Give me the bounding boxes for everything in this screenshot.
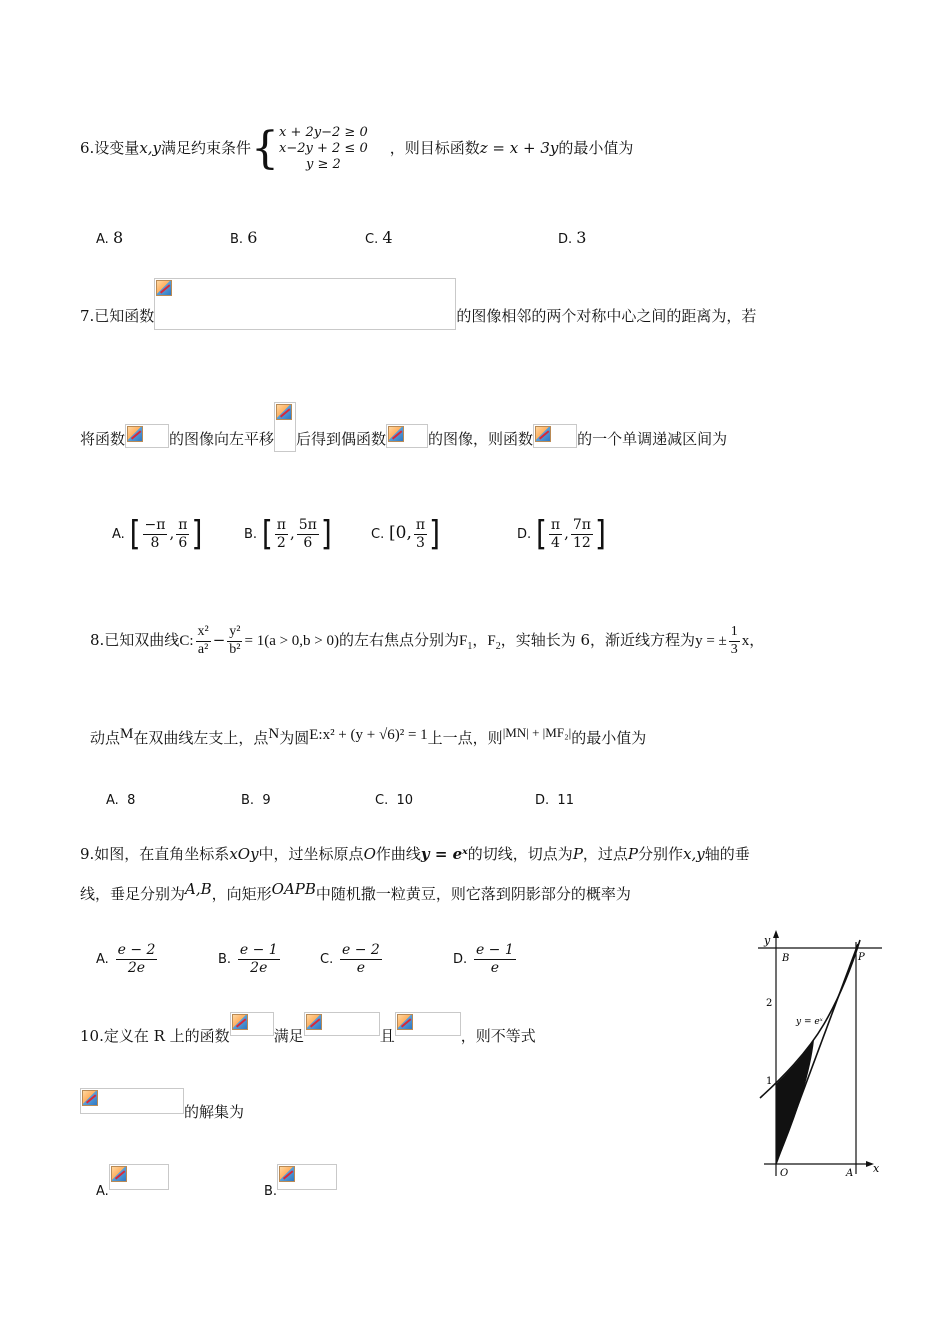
denominator: e — [490, 959, 499, 976]
broken-image-icon — [127, 426, 143, 442]
denominator: 8 — [150, 534, 160, 551]
broken-image-icon — [279, 1166, 295, 1182]
fraction — [549, 517, 562, 550]
broken-image-icon — [397, 1014, 413, 1030]
q9-line1-c: 作曲线 — [375, 845, 421, 863]
denominator: b² — [229, 641, 241, 657]
q8-line2-e: 的最小值为 — [571, 729, 647, 747]
q6-mid: 满足约束条件 — [161, 139, 252, 157]
fig-label-p: P — [858, 952, 865, 963]
q8-line2-c: 为圆 — [279, 729, 310, 747]
q9-figure — [752, 928, 900, 1180]
option-label: D. — [558, 232, 573, 247]
shaded-region — [776, 1040, 814, 1164]
broken-image-icon — [276, 404, 292, 420]
q8-option-b[interactable] — [241, 793, 271, 808]
option-value: 3 — [576, 228, 587, 247]
q8-eq-rest: = 1(a > 0,b > 0) — [244, 633, 340, 649]
q9-line2-b: ，向矩形 — [211, 885, 272, 903]
q10-line2: 的解集为 — [184, 1103, 245, 1121]
q6-constraint-2: x−2y + 2 ≤ 0 — [279, 141, 368, 156]
q6-option-b[interactable] — [230, 228, 257, 247]
fraction — [176, 517, 189, 550]
fig-curve-label: y = eˣ — [796, 1017, 823, 1027]
bracket: ] — [594, 513, 606, 554]
broken-image-icon — [232, 1014, 248, 1030]
denominator: e — [356, 959, 366, 976]
option-label: A. — [96, 952, 109, 967]
fraction — [227, 624, 242, 657]
fig-label-one: 1 — [766, 1076, 773, 1087]
q8-line2-b: 在双曲线左支上，点 — [133, 729, 269, 747]
q9-line1-f: 分别作 — [638, 845, 684, 863]
q8-mid1: 的左右焦点分别为 — [339, 631, 460, 649]
q8-option-a[interactable] — [106, 793, 135, 808]
q9-option-b[interactable] — [218, 935, 282, 981]
option-value: 9 — [262, 793, 271, 808]
numerator: e − 1 — [239, 942, 278, 959]
question-8-line-2 — [90, 718, 646, 758]
numerator: x² — [196, 624, 211, 641]
broken-image-icon — [535, 426, 551, 442]
q7-line1-suffix: 的图像相邻的两个对称中心之间的距离为，若 — [456, 307, 757, 325]
fraction — [414, 517, 427, 550]
option-label: A. — [96, 232, 109, 247]
bracket: [ — [261, 513, 273, 554]
circle-equation: E:x² + (y + √6)² = 1 — [309, 727, 428, 743]
asymptote-prefix: y = ± — [695, 633, 727, 649]
q8-line2-a: 动点 — [90, 729, 121, 747]
option-label: D. — [517, 527, 532, 542]
q9-line2-a: 线，垂足分别为 — [80, 885, 186, 903]
f1-letter: F — [459, 633, 468, 649]
q6-option-c[interactable] — [365, 228, 393, 247]
q9-option-c[interactable] — [320, 935, 384, 981]
option-value: 11 — [557, 793, 574, 808]
q8-f1 — [459, 633, 473, 652]
q7-line2-a: 将函数 — [80, 430, 126, 448]
bracket-zero: [0, — [389, 523, 412, 543]
q7-function-image — [154, 278, 456, 330]
broken-image-icon — [306, 1014, 322, 1030]
option-value: 4 — [382, 228, 393, 247]
q9-line2-c: 中随机撒一粒黄豆，则它落到阴影部分的概率为 — [315, 885, 631, 903]
bracket: [ — [535, 513, 547, 554]
q7-option-b[interactable]: B. [ $\frac{\pi}{2}$ , $\frac{5\pi}{6}$ ] — [244, 508, 332, 558]
q6-vars: x,y — [139, 139, 162, 157]
option-label: C. — [320, 952, 334, 967]
option-label: B. — [218, 952, 232, 967]
q9-point-p-2: P — [627, 845, 639, 863]
q10-line1-b: 满足 — [273, 1027, 304, 1045]
q9-line1-e: ，过点 — [582, 845, 628, 863]
numerator: π — [415, 517, 426, 534]
fraction — [238, 942, 280, 975]
q9-origin: O — [363, 845, 376, 863]
q8-option-c[interactable] — [375, 793, 413, 808]
q8-prefix: 8.已知双曲线 — [90, 631, 180, 649]
option-label: A. — [112, 527, 125, 542]
comma: ， — [472, 631, 488, 649]
q6-option-a[interactable] — [96, 228, 123, 247]
q7-image-shift — [274, 402, 296, 452]
distance-expression: |MN| + |MF₂| — [502, 725, 572, 740]
option-label: D. — [453, 952, 468, 967]
numerator: e − 2 — [117, 942, 156, 959]
option-label: B. — [264, 1184, 278, 1199]
q6-objective: z = x + 3y — [479, 139, 559, 157]
q7-line1-prefix: 7.已知函数 — [80, 307, 155, 325]
numerator: y² — [227, 624, 242, 641]
option-label: C. — [365, 232, 379, 247]
q8-option-d[interactable] — [535, 793, 574, 808]
option-label: A. — [96, 1184, 109, 1199]
q8-f2 — [487, 633, 501, 652]
numerator: e − 2 — [342, 942, 380, 959]
numerator: −π — [144, 517, 166, 534]
fig-label-two: 2 — [766, 998, 773, 1009]
bracket: ] — [429, 513, 440, 554]
q10-line1-d: ，则不等式 — [460, 1027, 536, 1045]
broken-image-icon — [388, 426, 404, 442]
tangent-line — [776, 944, 858, 1164]
point-n: N — [268, 726, 280, 742]
bracket: ] — [320, 513, 332, 554]
numerator: 5π — [298, 517, 317, 534]
denominator: 6 — [178, 534, 188, 551]
q7-image-g — [386, 424, 428, 448]
option-value: 10 — [396, 793, 414, 808]
q6-mid2: ，则目标函数 — [389, 139, 480, 157]
fraction — [729, 624, 740, 657]
numerator: 1 — [729, 624, 740, 641]
question-9-line-1 — [80, 840, 750, 868]
q10-line1-c: 且 — [379, 1027, 395, 1045]
q10-option-b[interactable] — [264, 1162, 337, 1202]
question-6 — [80, 123, 634, 174]
q8-curve-name: C: — [179, 633, 194, 649]
fig-label-y: y — [764, 934, 771, 947]
q9-line1-b: 中，过坐标原点 — [258, 845, 364, 863]
q7-option-d[interactable]: D. [ $\frac{\pi}{4}$ , $\frac{7\pi}{12}$ ] — [517, 508, 606, 558]
fig-label-o: O — [780, 1168, 789, 1179]
fraction — [275, 517, 288, 550]
q9-line1-d: 的切线，切点为 — [467, 845, 573, 863]
option-value: 8 — [127, 793, 136, 808]
fraction — [474, 942, 516, 975]
denominator: 3 — [416, 534, 425, 551]
option-value: 8 — [112, 228, 124, 247]
broken-image-icon — [156, 280, 172, 296]
minus-sign: − — [212, 631, 226, 649]
f1-subscript: 1 — [467, 641, 473, 652]
bracket: ] — [191, 513, 203, 554]
q6-constraint-1: x + 2y−2 ≥ 0 — [279, 125, 368, 140]
f2-subscript: 2 — [495, 641, 501, 652]
numerator: 7π — [572, 517, 591, 534]
q10-option-a-image — [109, 1164, 169, 1190]
point-m: M — [120, 726, 134, 742]
fig-label-a: A — [846, 1168, 854, 1179]
fraction — [116, 942, 158, 975]
q7-line2-d: 的图像，则函数 — [428, 430, 534, 448]
fig-label-x: x — [873, 1162, 880, 1175]
q6-brace: { — [251, 123, 280, 174]
q8-mid2: ，实轴长为 6，渐近线方程为 — [500, 631, 696, 649]
q9-option-a[interactable] — [96, 935, 159, 981]
q9-xoy: xOy — [229, 845, 259, 863]
numerator: π — [276, 517, 286, 534]
option-label: B. — [241, 793, 255, 808]
f2-letter: F — [487, 633, 496, 649]
q7-line2-e: 的一个单调递减区间为 — [577, 430, 728, 448]
denominator: a² — [197, 641, 209, 657]
q10-option-b-image — [277, 1164, 337, 1190]
fig-label-b: B — [782, 953, 790, 964]
question-7-line-1 — [80, 278, 756, 330]
option-label: C. — [371, 527, 385, 542]
fraction — [340, 942, 382, 975]
q6-suffix: 的最小值为 — [558, 139, 634, 157]
question-8-line-1 — [90, 610, 764, 670]
q10-option-a[interactable] — [96, 1162, 169, 1202]
q6-option-d[interactable] — [558, 228, 586, 247]
y-axis-arrow — [773, 930, 779, 938]
q8-line2-d: 上一点，则 — [427, 729, 503, 747]
q10-image-condition-2 — [395, 1012, 461, 1036]
question-9-line-2 — [80, 880, 631, 908]
q9-xy: x,y — [683, 845, 705, 863]
q6-constraints — [279, 125, 368, 173]
q9-line1-g: 轴的垂 — [704, 845, 750, 863]
q9-curve: y = eˣ — [420, 845, 468, 863]
option-label: C. — [375, 793, 389, 808]
question-7-line-2 — [80, 402, 727, 452]
q7-line2-c: 后得到偶函数 — [296, 430, 387, 448]
q10-line1-a: 10.定义在 R 上的函数 — [80, 1027, 230, 1045]
q10-image-condition-1 — [304, 1012, 380, 1036]
option-label: A. — [106, 793, 119, 808]
q6-prefix: 6.设变量 — [80, 139, 140, 157]
denominator: 4 — [551, 534, 560, 551]
option-label: B. — [230, 232, 244, 247]
q10-image-f — [230, 1012, 274, 1036]
q9-line1-a: 9.如图，在直角坐标系 — [80, 845, 230, 863]
denominator: 2e — [127, 959, 146, 976]
fraction — [196, 624, 211, 657]
q7-image-f — [125, 424, 169, 448]
question-10-line-1 — [80, 1008, 536, 1052]
q7-line2-b: 的图像向左平移 — [169, 430, 275, 448]
q6-constraint-3: y ≥ 2 — [305, 157, 341, 172]
denominator: 2e — [250, 959, 268, 976]
numerator: π — [550, 517, 561, 534]
question-10-line-2 — [80, 1086, 244, 1126]
q10-image-inequality — [80, 1088, 184, 1114]
denominator: 12 — [573, 534, 591, 551]
q9-ab: A,B — [185, 880, 212, 898]
q7-option-c[interactable] — [371, 508, 440, 558]
q9-rectangle: OAPB — [271, 880, 316, 898]
fraction — [571, 517, 593, 550]
q9-option-d[interactable] — [453, 935, 518, 981]
fraction — [143, 517, 168, 550]
option-value: 6 — [247, 228, 258, 247]
fraction — [297, 517, 319, 550]
denominator: 3 — [730, 641, 738, 657]
option-label: B. — [244, 527, 258, 542]
q7-image-h — [533, 424, 577, 448]
option-label: D. — [535, 793, 550, 808]
denominator: 6 — [303, 534, 313, 551]
q7-option-a[interactable]: A. [ $\frac{-\pi}{8}$ , $\frac{\pi}{6}$ ] — [112, 508, 202, 558]
q9-point-p: P — [572, 845, 583, 863]
numerator: π — [178, 517, 188, 534]
numerator: e − 1 — [475, 942, 514, 959]
broken-image-icon — [82, 1090, 98, 1106]
bracket: [ — [129, 513, 141, 554]
denominator: 2 — [276, 534, 286, 551]
broken-image-icon — [111, 1166, 127, 1182]
asymptote-suffix: x， — [741, 633, 765, 649]
